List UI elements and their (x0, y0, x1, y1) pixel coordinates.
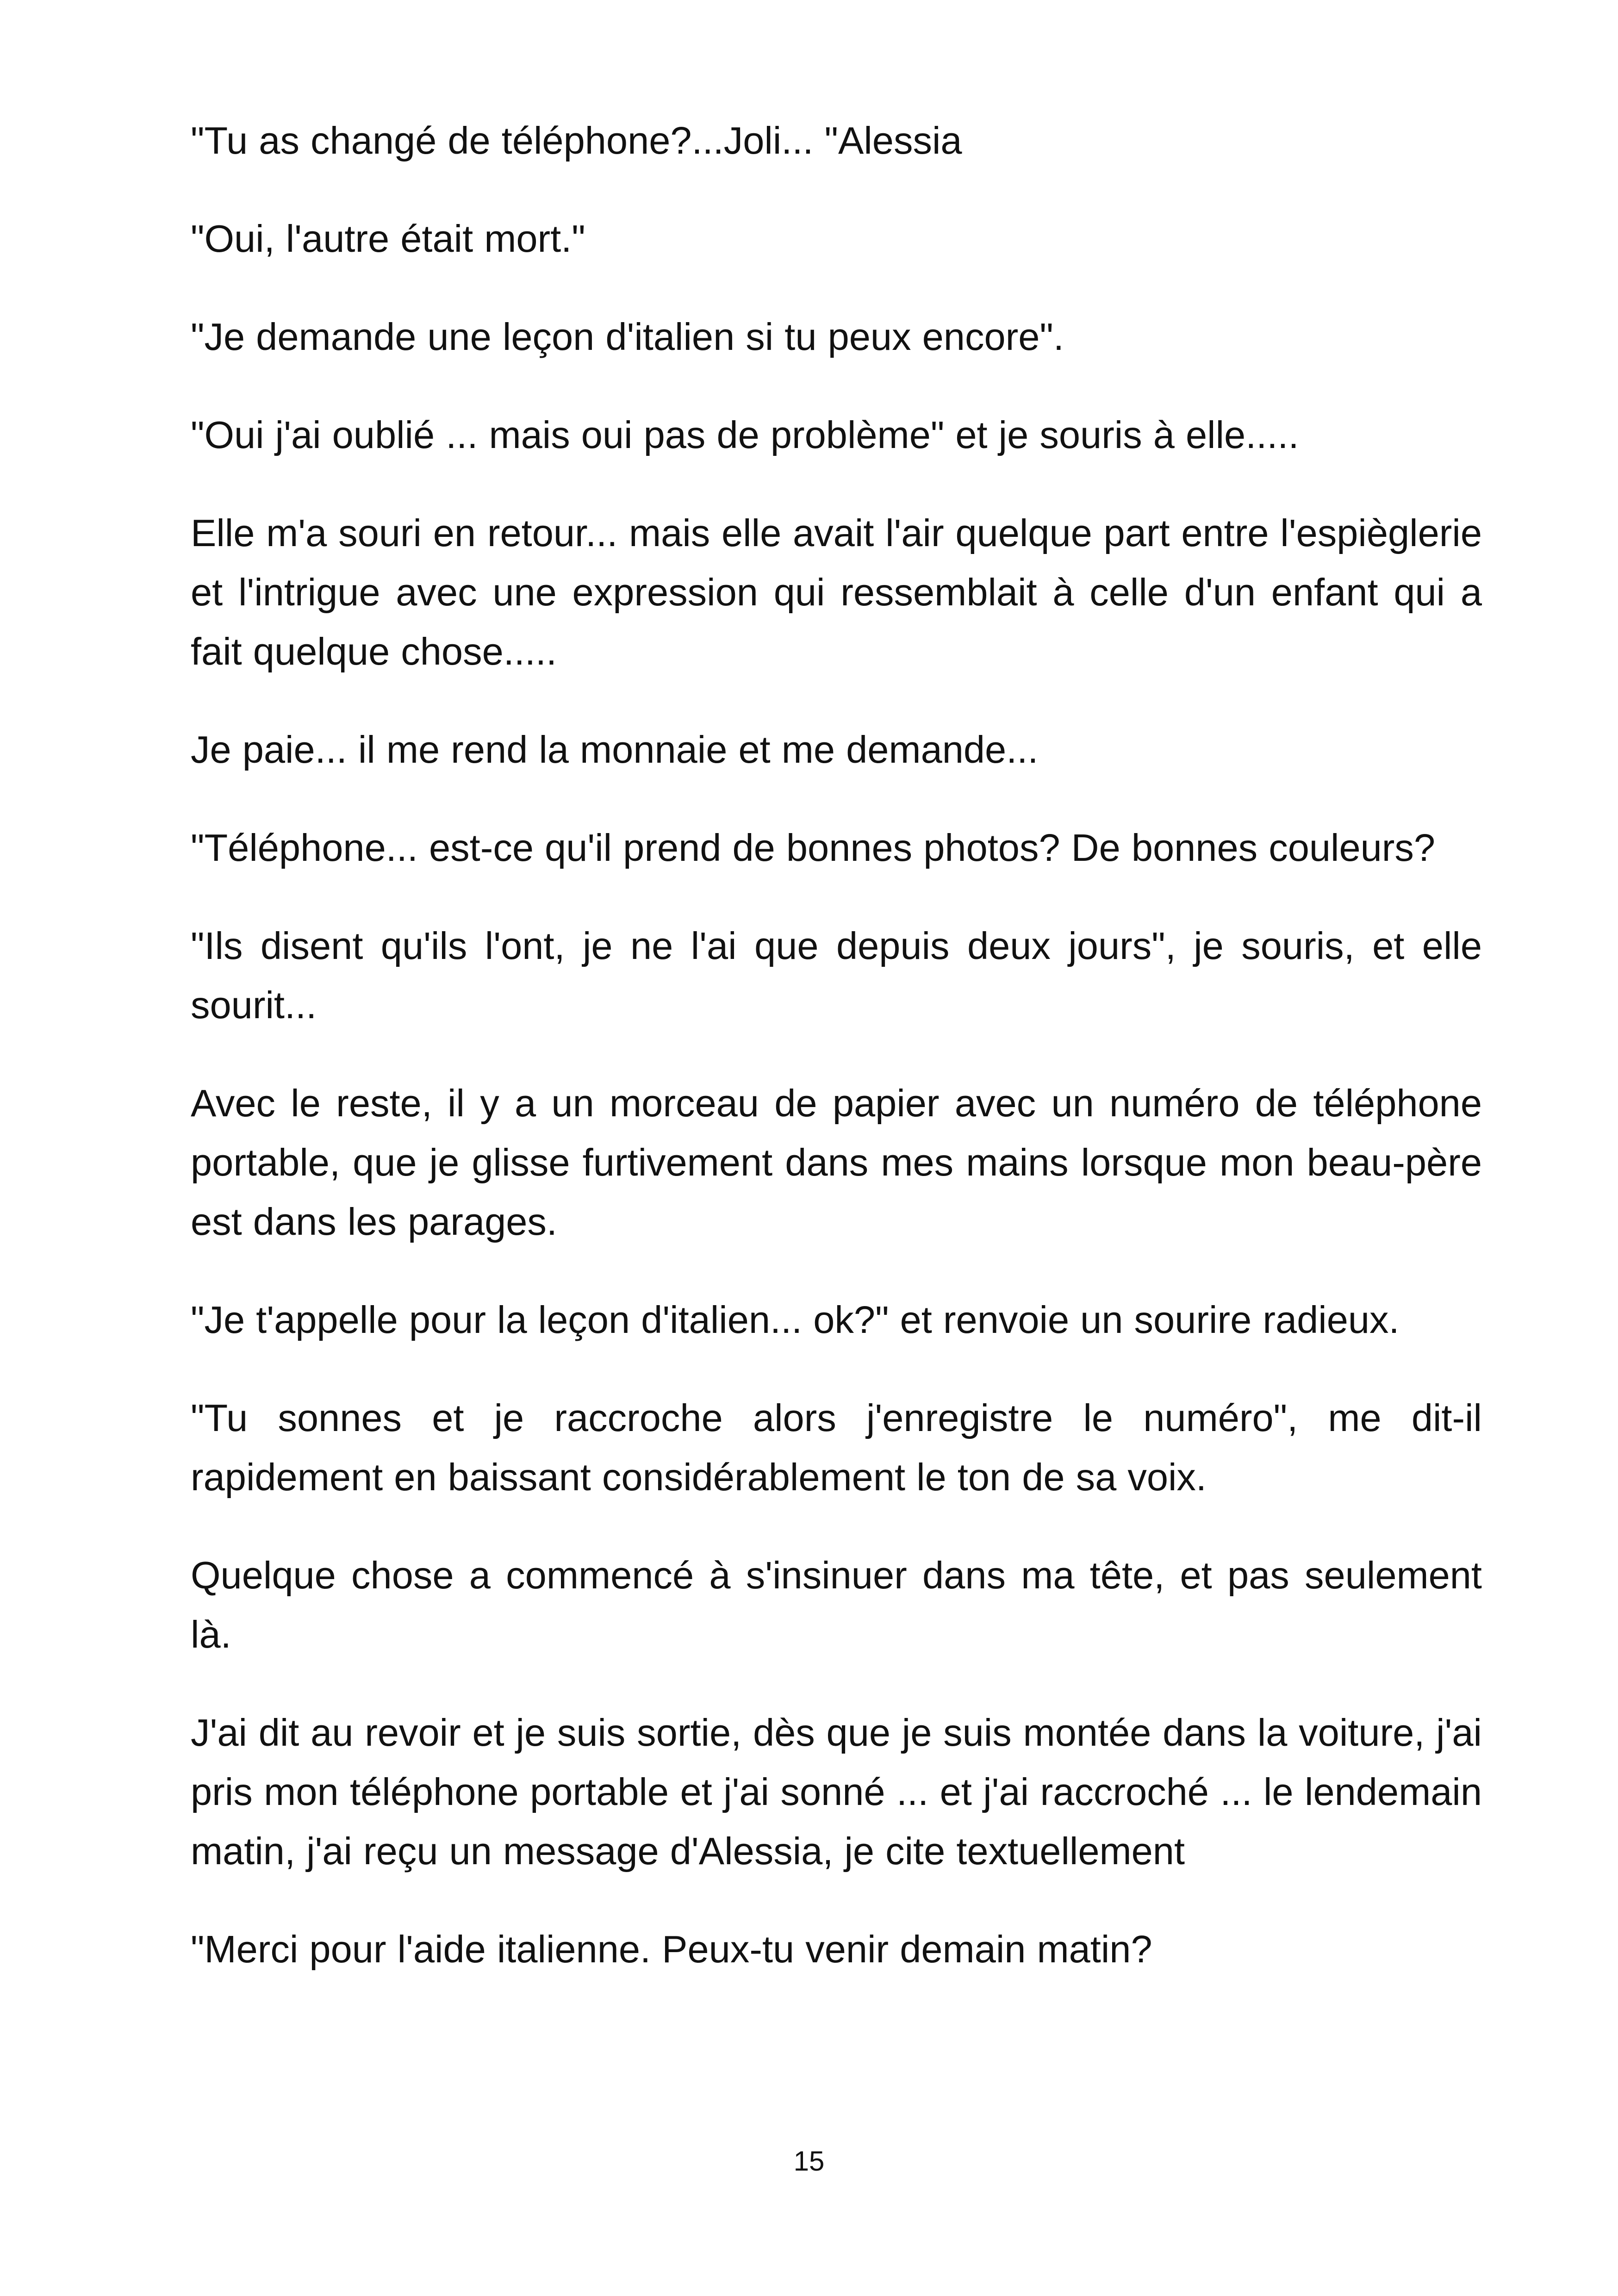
paragraph-3: "Je demande une leçon d'italien si tu peux encore". (191, 315, 1064, 358)
paragraph-11: "Tu sonnes et je raccroche alors j'enregistre le numéro", me dit-il rapidement en baissant considérablement le ton de sa voix. (191, 1396, 1482, 1499)
paragraph-10: "Je t'appelle pour la leçon d'italien... ok?" et renvoie un sourire radieux. (191, 1298, 1400, 1341)
paragraph-5: Elle m'a souri en retour... mais elle avait l'air quelque part entre l'espièglerie et l'intrigue avec une expression qui ressemblait à celle d'un enfant qui a fait quelque chose..... (191, 511, 1482, 673)
paragraph-2: "Oui, l'autre était mort." (191, 217, 585, 260)
paragraph-4: "Oui j'ai oublié ... mais oui pas de problème" et je souris à elle..... (191, 413, 1299, 456)
paragraph-13: J'ai dit au revoir et je suis sortie, dès que je suis montée dans la voiture, j'ai pris mon téléphone portable et j'ai sonné ... et j'ai raccroché ... le lendemain matin, j'ai reçu un message d'Alessia, je cite textuellement (191, 1711, 1482, 1873)
paragraph-7: "Téléphone... est-ce qu'il prend de bonnes photos? De bonnes couleurs? (191, 826, 1436, 869)
paragraph-1: "Tu as changé de téléphone?...Joli... "Alessia (191, 119, 962, 162)
paragraph-8: "Ils disent qu'ils l'ont, je ne l'ai que depuis deux jours", je souris, et elle sourit... (191, 924, 1482, 1027)
paragraph-12: Quelque chose a commencé à s'insinuer dans ma tête, et pas seulement là. (191, 1554, 1482, 1656)
page-number: 15 (793, 2146, 825, 2177)
paragraph-14: "Merci pour l'aide italienne. Peux-tu venir demain matin? (191, 1928, 1152, 1971)
paragraph-6: Je paie... il me rend la monnaie et me demande... (191, 728, 1039, 771)
paragraph-9: Avec le reste, il y a un morceau de papier avec un numéro de téléphone portable, que je glisse furtivement dans mes mains lorsque mon beau-père est dans les parages. (191, 1082, 1482, 1243)
body-text (191, 111, 1482, 2018)
